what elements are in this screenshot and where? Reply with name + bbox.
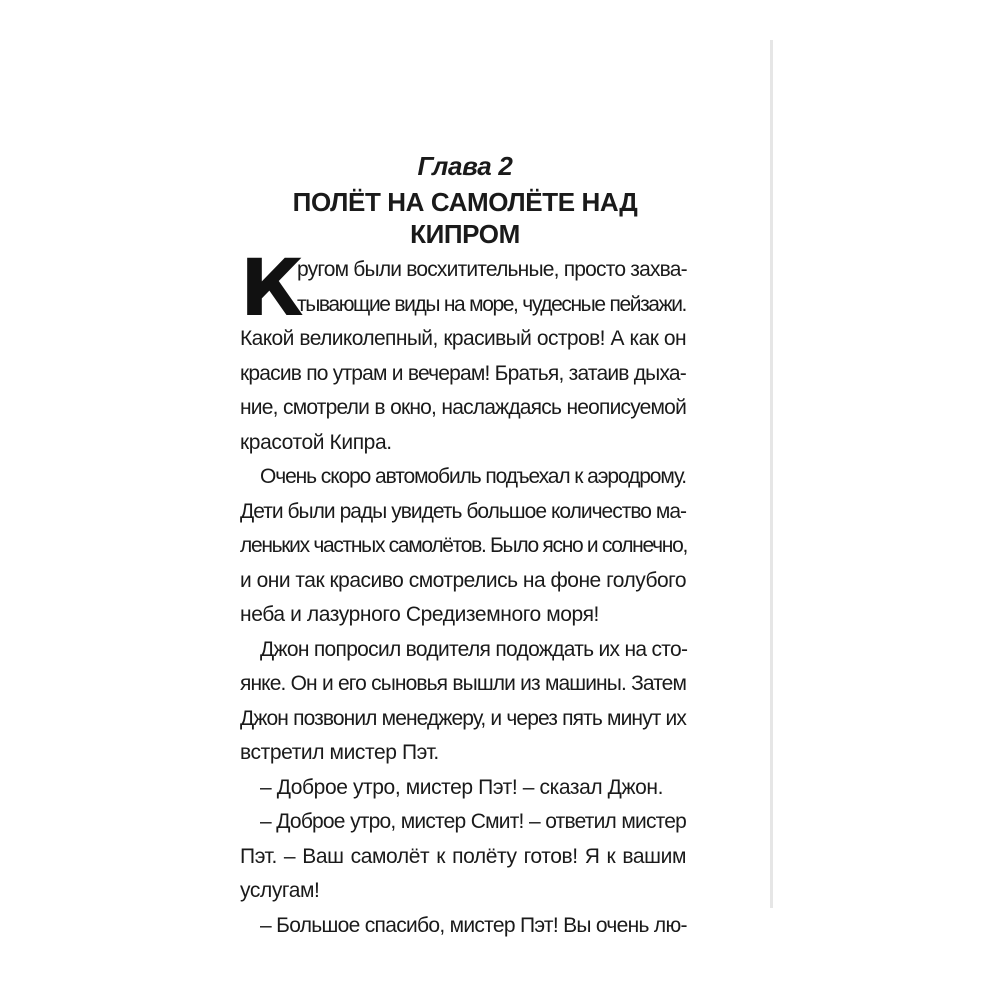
- text-line: Джон попросил водителя подождать их на сто-: [260, 637, 688, 661]
- text-line: Какой великолепный, красивый остров! А как он: [240, 327, 686, 350]
- text-line: и они так красиво смотрелись на фоне голубого: [240, 568, 687, 592]
- body-text: [240, 244, 688, 943]
- text-line: Пэт. – Ваш самолёт к полёту готов! Я к вашим: [240, 844, 686, 868]
- chapter-number: Глава 2: [417, 151, 513, 181]
- text-line: Очень скоро автомобиль подъехал к аэродрому.: [260, 465, 686, 488]
- text-line: красотой Кипра.: [240, 430, 392, 454]
- text-line: Джон позвонил менеджеру, и через пять минут их: [240, 706, 686, 730]
- text-line: ние, смотрели в окно, наслаждаясь неописуемой: [240, 396, 686, 419]
- text-line: красив по утрам и вечерам! Братья, затаив дыха-: [240, 361, 686, 385]
- text-line: – Доброе утро, мистер Смит! – ответил мистер: [260, 810, 686, 833]
- text-line: – Большое спасибо, мистер Пэт! Вы очень лю-: [260, 913, 687, 937]
- text-line: тывающие виды на море, чудесные пейзажи.: [297, 292, 686, 316]
- chapter-title: ПОЛЁТ НА САМОЛЁТЕ НАД КИПРОМ: [292, 187, 638, 249]
- page-gutter-line: [770, 40, 773, 908]
- text-line: неба и лазурного Средиземного моря!: [240, 603, 599, 626]
- text-line: встретил мистер Пэт.: [240, 741, 439, 764]
- text-line: ругом были восхитительные, просто захва-: [297, 258, 687, 281]
- text-line: янке. Он и его сыновья вышли из машины. Затем: [240, 672, 686, 695]
- text-line: Дети были рады увидеть большое количество ма-: [240, 499, 686, 523]
- text-line: леньких частных самолётов. Было ясно и солнечно,: [240, 534, 688, 557]
- text-line: – Доброе утро, мистер Пэт! – сказал Джон.: [260, 775, 664, 799]
- drop-cap-letter: К: [240, 244, 302, 334]
- text-line: услугам!: [240, 879, 320, 902]
